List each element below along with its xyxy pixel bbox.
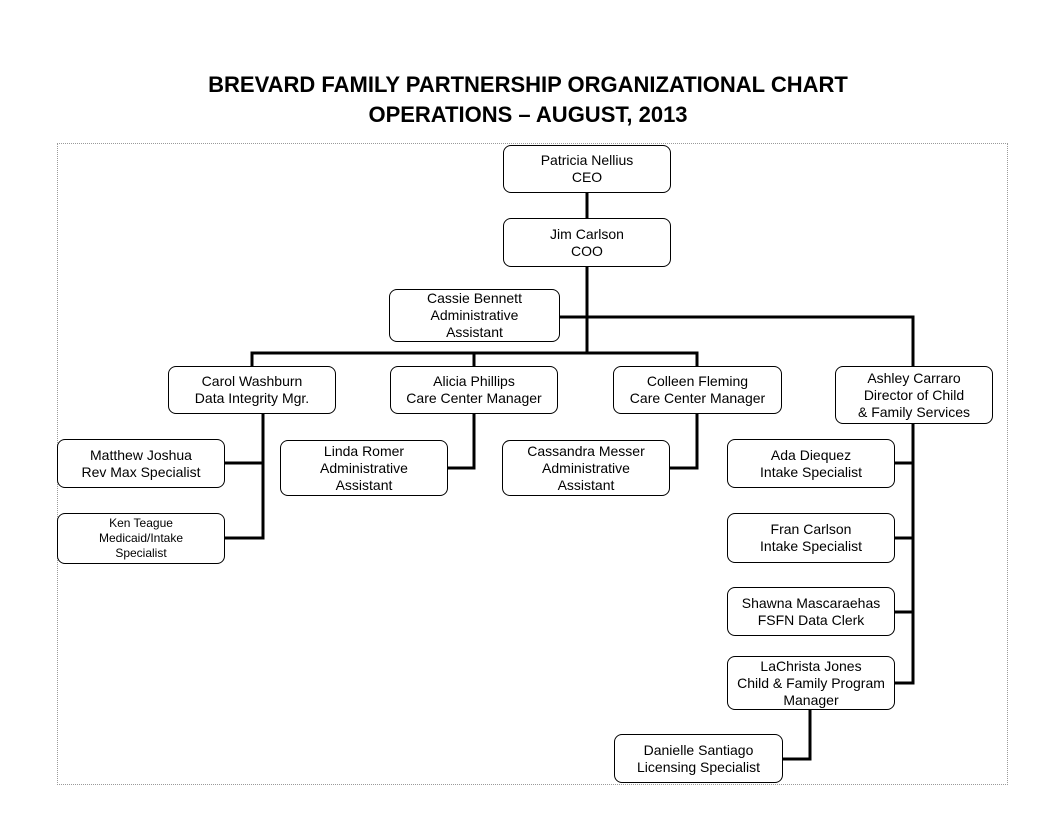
node-bennett-role-line-1: Administrative xyxy=(430,307,519,323)
node-coo-role: COO xyxy=(571,242,603,259)
node-bennett-name: Cassie Bennett xyxy=(427,290,522,306)
node-romer-role-line-1: Administrative xyxy=(320,459,408,476)
node-santiago-name: Danielle Santiago xyxy=(643,741,754,758)
node-jones-name: LaChrista Jones xyxy=(760,657,862,674)
node-diequez-role: Intake Specialist xyxy=(760,463,862,480)
node-mascaraehas[interactable] xyxy=(727,587,895,636)
node-romer-name: Linda Romer xyxy=(323,442,405,459)
node-jones[interactable] xyxy=(727,656,895,710)
node-phillips[interactable] xyxy=(390,366,558,414)
node-mascaraehas-role: FSFN Data Clerk xyxy=(757,611,865,628)
connector-assistant-to-trunk xyxy=(560,317,913,366)
node-bennett-role-line-2: Assistant xyxy=(446,324,503,340)
chart-title-line-1: BREVARD FAMILY PARTNERSHIP ORGANIZATIONAL CHART xyxy=(208,72,848,97)
node-diequez-name: Ada Diequez xyxy=(770,446,852,463)
node-fleming-role: Care Center Manager xyxy=(629,390,766,406)
chart-title-line-2: OPERATIONS – AUGUST, 2013 xyxy=(368,102,688,127)
node-teague-role-line-2: Specialist xyxy=(115,546,167,560)
node-romer-role-line-2: Assistant xyxy=(335,476,393,493)
connector-washburn-reports xyxy=(225,414,263,538)
node-joshua-name: Matthew Joshua xyxy=(90,446,192,463)
node-washburn-name: Carol Washburn xyxy=(201,373,303,389)
node-washburn-role: Data Integrity Mgr. xyxy=(194,390,310,406)
node-messer[interactable] xyxy=(502,440,670,496)
node-teague-name: Ken Teague xyxy=(109,516,173,530)
node-phillips-name: Alicia Phillips xyxy=(433,373,515,389)
node-santiago-role: Licensing Specialist xyxy=(637,758,760,775)
node-joshua[interactable] xyxy=(57,439,225,488)
node-coo[interactable] xyxy=(503,218,671,267)
node-washburn[interactable] xyxy=(168,366,336,414)
connector-phillips-romer xyxy=(448,414,474,468)
node-fran-carlson[interactable] xyxy=(727,513,895,563)
node-carraro-name: Ashley Carraro xyxy=(867,369,961,386)
connector-fleming-messer xyxy=(670,414,697,468)
node-teague[interactable] xyxy=(57,513,225,564)
node-jones-role-line-2: Manager xyxy=(783,691,839,708)
node-admin-assistant-bennett[interactable] xyxy=(389,289,560,342)
node-messer-role-line-2: Assistant xyxy=(557,476,615,493)
node-ceo[interactable] xyxy=(503,145,671,193)
node-carraro-role-line-2: & Family Services xyxy=(857,403,971,420)
node-carraro[interactable] xyxy=(835,366,993,424)
node-ceo-name: Patricia Nellius xyxy=(540,152,634,168)
node-messer-name: Cassandra Messer xyxy=(527,442,645,459)
node-fran-carlson-role: Intake Specialist xyxy=(760,538,862,554)
node-messer-role-line-1: Administrative xyxy=(542,459,630,476)
connector-carraro-reports xyxy=(895,424,913,683)
node-joshua-role: Rev Max Specialist xyxy=(81,463,201,480)
node-carraro-role-line-1: Director of Child xyxy=(863,386,965,403)
node-fran-carlson-name: Fran Carlson xyxy=(770,521,852,537)
node-coo-name: Jim Carlson xyxy=(550,225,624,242)
node-ceo-role: CEO xyxy=(571,169,603,185)
node-mascaraehas-name: Shawna Mascaraehas xyxy=(741,594,881,611)
node-fleming[interactable] xyxy=(613,366,782,414)
node-teague-role-line-1: Medicaid/Intake xyxy=(98,531,184,545)
node-fleming-name: Colleen Fleming xyxy=(646,373,749,389)
node-diequez[interactable] xyxy=(727,439,895,488)
connector-jones-santiago xyxy=(783,710,810,759)
node-phillips-role: Care Center Manager xyxy=(406,390,542,406)
node-romer[interactable] xyxy=(280,440,448,496)
node-santiago[interactable] xyxy=(614,734,783,783)
node-jones-role-line-1: Child & Family Program xyxy=(737,674,885,691)
